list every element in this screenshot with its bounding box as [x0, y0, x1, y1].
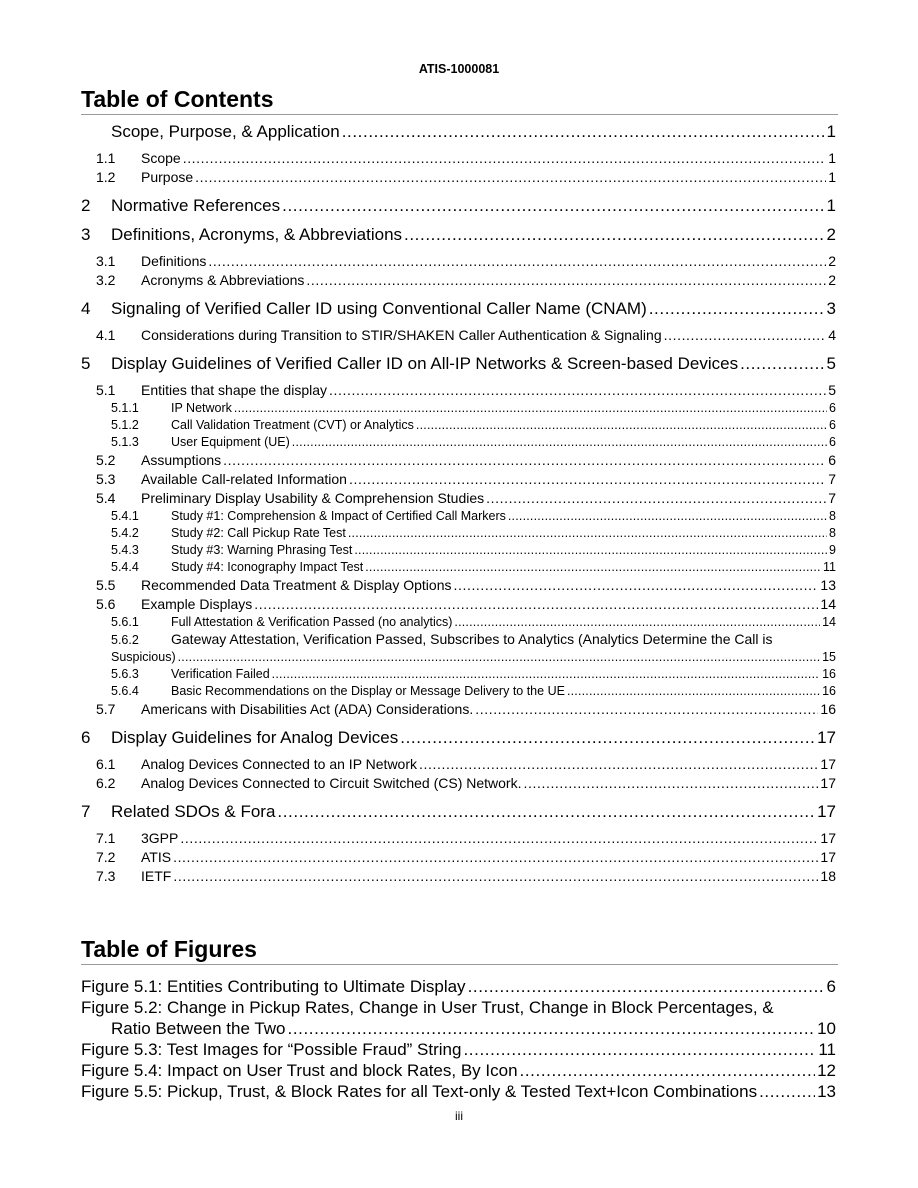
toc-entry-page: 13: [820, 577, 836, 593]
toc-entry-number: 5.4.1: [111, 509, 139, 523]
toc-entry-page: 16: [822, 684, 836, 698]
toc-entry: [81, 774, 836, 793]
dot-leader: [649, 299, 825, 319]
dot-leader: [463, 1039, 816, 1060]
figure-entry-title-continued: Ratio Between the Two: [111, 1019, 286, 1038]
toc-entry-title: Display Guidelines for Analog Devices: [111, 728, 399, 747]
toc-entry-number: 1.1: [96, 150, 116, 166]
toc-entry-page: 6: [829, 401, 836, 415]
dot-leader: [195, 168, 826, 187]
toc-entry-title: Definitions: [141, 253, 207, 269]
dot-leader: [173, 867, 818, 886]
toc-entry-number: 5.1: [96, 382, 116, 398]
toc-list: [81, 122, 836, 886]
toc-entry: [81, 829, 836, 848]
toc-entry: [81, 271, 836, 290]
dot-leader: [272, 666, 820, 683]
toc-entry-title: Related SDOs & Fora: [111, 802, 276, 821]
dot-leader: [292, 434, 827, 451]
toc-entry-page: 18: [820, 868, 836, 884]
toc-entry: [81, 434, 836, 451]
toc-entry-number: 5.1.3: [111, 435, 139, 449]
toc-entry-title: IETF: [141, 868, 172, 884]
toc-entry-page: 5: [828, 382, 836, 398]
toc-entry-number: 3: [81, 225, 91, 244]
toc-entry: [81, 802, 836, 822]
figure-entry-page: 10: [817, 1019, 836, 1038]
toc-entry-page: 2: [828, 272, 836, 288]
toc-entry: [81, 614, 836, 631]
toc-entry: [81, 470, 836, 489]
toc-entry-page: 4: [828, 327, 836, 343]
dot-leader: [404, 225, 825, 245]
dot-leader: [282, 196, 824, 216]
dot-leader: [223, 451, 826, 470]
dot-leader: [348, 525, 827, 542]
toc-entry-number: 5.7: [96, 701, 116, 717]
dot-leader: [365, 559, 821, 576]
document-id-header: ATIS-1000081: [418, 62, 500, 76]
dot-leader: [306, 271, 826, 290]
dot-leader: [342, 122, 825, 142]
toc-entry: [81, 848, 836, 867]
dot-leader: [475, 700, 818, 719]
figure-entry: [81, 1039, 836, 1060]
toc-entry: [81, 728, 836, 748]
dot-leader: [664, 326, 827, 345]
figure-entry-page: 6: [826, 977, 836, 996]
dot-leader: [288, 1018, 816, 1039]
toc-entry: [81, 525, 836, 542]
toc-entry-page: 8: [829, 526, 836, 540]
figure-entry-page: 13: [817, 1082, 836, 1101]
toc-entry: [81, 381, 836, 400]
figure-entry-page: 12: [817, 1061, 836, 1080]
toc-entry-title: Call Validation Treatment (CVT) or Analytics: [171, 418, 414, 432]
toc-entry-number: 3.1: [96, 253, 116, 269]
figure-entry: [81, 1081, 836, 1102]
toc-entry-title: Analog Devices Connected to an IP Network: [141, 756, 418, 772]
toc-entry: [81, 595, 836, 614]
toc-entry-number: 5.6: [96, 596, 116, 612]
dot-leader: [234, 400, 827, 417]
toc-entry: [81, 122, 836, 142]
figure-entry: [81, 997, 836, 1039]
page-number: iii: [455, 1109, 463, 1123]
toc-entry-number: 5.4.4: [111, 560, 139, 574]
toc-entry-page: 17: [820, 756, 836, 772]
dot-leader: [277, 802, 815, 822]
figure-entry-page: 11: [818, 1040, 836, 1059]
toc-entry-title: Scope: [141, 150, 181, 166]
toc-entry: [81, 755, 836, 774]
tof-title: Table of Figures: [81, 936, 838, 965]
toc-entry-title: Available Call-related Information: [141, 471, 347, 487]
toc-entry: [81, 400, 836, 417]
dot-leader: [178, 649, 820, 666]
toc-entry-page: 7: [828, 490, 836, 506]
toc-entry: [81, 489, 836, 508]
figure-entry: [81, 1060, 836, 1081]
toc-entry-line: [111, 649, 836, 666]
toc-entry-number: 5.1.2: [111, 418, 139, 432]
toc-entry: [81, 683, 836, 700]
toc-entry-title: Recommended Data Treatment & Display Options: [141, 577, 452, 593]
toc-entry-page: 1: [828, 150, 836, 166]
toc-entry: [81, 168, 836, 187]
dot-leader: [354, 542, 827, 559]
toc-entry-title: Gateway Attestation, Verification Passed, Subscribes to Analytics (Analytics Determine the Call is: [171, 631, 773, 647]
toc-entry: [81, 252, 836, 271]
toc-entry: [81, 542, 836, 559]
toc-entry-page: 1: [828, 169, 836, 185]
dot-leader: [349, 470, 826, 489]
toc-entry-page: 9: [829, 543, 836, 557]
toc-entry-page: 3: [826, 299, 836, 318]
dot-leader: [254, 595, 818, 614]
toc-entry-number: 7.1: [96, 830, 116, 846]
toc-entry: [81, 451, 836, 470]
toc-entry-page: 17: [820, 830, 836, 846]
toc-entry: [81, 354, 836, 374]
toc-entry-title: 3GPP: [141, 830, 179, 846]
toc-entry: [81, 867, 836, 886]
toc-entry: [81, 299, 836, 319]
toc-entry-number: 5.2: [96, 452, 116, 468]
toc-entry-number: 6: [81, 728, 91, 747]
toc-entry-number: 7.3: [96, 868, 116, 884]
toc-entry-page: 6: [829, 418, 836, 432]
toc-entry-title: Assumptions: [141, 452, 222, 468]
dot-leader: [180, 829, 818, 848]
toc-entry-number: 5.1.1: [111, 401, 139, 415]
figure-entry: [81, 976, 836, 997]
dot-leader: [173, 848, 818, 867]
toc-entry-page: 17: [820, 849, 836, 865]
toc-entry-page: 11: [823, 560, 836, 574]
toc-entry-page: 16: [822, 667, 836, 681]
toc-entry-number: 5: [81, 354, 91, 373]
toc-entry-title: Analog Devices Connected to Circuit Switched (CS) Network.: [141, 775, 522, 791]
dot-leader: [419, 755, 818, 774]
toc-entry-page: 2: [828, 253, 836, 269]
toc-entry: [81, 631, 836, 666]
toc-entry-title: User Equipment (UE): [171, 435, 290, 449]
toc-entry-title: Definitions, Acronyms, & Abbreviations: [111, 225, 403, 244]
toc-entry-title: Study #1: Comprehension & Impact of Certified Call Markers: [171, 509, 506, 523]
toc-entry-number: 6.2: [96, 775, 116, 791]
toc-entry: [81, 417, 836, 434]
figure-entry-line: [81, 1018, 836, 1039]
toc-entry-title: ATIS: [141, 849, 172, 865]
toc-entry-title: Purpose: [141, 169, 194, 185]
toc-entry-title: Americans with Disabilities Act (ADA) Considerations.: [141, 701, 474, 717]
dot-leader: [567, 683, 820, 700]
toc-entry: [81, 700, 836, 719]
toc-entry-title: Scope, Purpose, & Application: [111, 122, 340, 141]
dot-leader: [400, 728, 815, 748]
toc-entry-title: Entities that shape the display: [141, 382, 328, 398]
toc-entry-number: 5.6.1: [111, 615, 139, 629]
toc-entry: [81, 576, 836, 595]
toc-entry-number: 5.4.3: [111, 543, 139, 557]
toc-entry-title: Considerations during Transition to STIR/SHAKEN Caller Authentication & Signaling: [141, 327, 662, 343]
toc-title: Table of Contents: [81, 86, 838, 115]
toc-entry-page: 6: [829, 435, 836, 449]
toc-entry-title: Preliminary Display Usability & Comprehension Studies: [141, 490, 485, 506]
toc-entry-title: Example Displays: [141, 596, 253, 612]
toc-entry-number: 7: [81, 802, 91, 821]
toc-entry-number: 6.1: [96, 756, 116, 772]
toc-entry-page: 14: [820, 596, 836, 612]
toc-entry-page: 8: [829, 509, 836, 523]
toc-entry-number: 3.2: [96, 272, 116, 288]
toc-entry-page: 1: [826, 122, 836, 141]
dot-leader: [329, 381, 826, 400]
toc-entry: [81, 666, 836, 683]
toc-entry-number: 1.2: [96, 169, 116, 185]
dot-leader: [524, 774, 819, 793]
figure-entry-title: Figure 5.3: Test Images for “Possible Fraud” String: [81, 1040, 462, 1059]
toc-entry-title: Study #4: Iconography Impact Test: [171, 560, 364, 574]
toc-entry: [81, 326, 836, 345]
toc-entry-page: 16: [820, 701, 836, 717]
dot-leader: [208, 252, 826, 271]
toc-entry-title: Display Guidelines of Verified Caller ID on All-IP Networks & Screen-based Devices: [111, 354, 739, 373]
dot-leader: [453, 576, 818, 595]
figure-entry-line: Figure 5.2: Change in Pickup Rates, Change in User Trust, Change in Block Percentages, &: [81, 998, 774, 1017]
toc-entry: [81, 149, 836, 168]
toc-entry-title: Signaling of Verified Caller ID using Conventional Caller Name (CNAM): [111, 299, 647, 318]
toc-entry-number: 5.6.3: [111, 667, 139, 681]
toc-entry-number: 5.5: [96, 577, 116, 593]
tof-list: [81, 976, 836, 1102]
toc-entry-page: 14: [822, 615, 836, 629]
figure-entry-title: Figure 5.4: Impact on User Trust and block Rates, By Icon: [81, 1061, 518, 1080]
figure-entry-title: Figure 5.1: Entities Contributing to Ultimate Display: [81, 977, 466, 996]
toc-entry-page: 17: [817, 802, 836, 821]
toc-entry-number: 5.6.2: [111, 633, 139, 647]
toc-entry-number: 2: [81, 196, 91, 215]
toc-entry-number: 5.3: [96, 471, 116, 487]
dot-leader: [416, 417, 827, 434]
toc-entry-number: 5.4: [96, 490, 116, 506]
toc-entry-page: 7: [828, 471, 836, 487]
toc-entry-number: 4: [81, 299, 91, 318]
toc-entry-number: 7.2: [96, 849, 116, 865]
toc-entry-title: IP Network: [171, 401, 232, 415]
toc-entry-title: Study #3: Warning Phrasing Test: [171, 543, 353, 557]
toc-entry: [81, 508, 836, 525]
toc-entry-number: 5.4.2: [111, 526, 139, 540]
toc-entry-number: 4.1: [96, 327, 116, 343]
toc-entry-page: 5: [826, 354, 836, 373]
dot-leader: [759, 1081, 815, 1102]
toc-entry-title: Normative References: [111, 196, 281, 215]
toc-entry-title: Acronyms & Abbreviations: [141, 272, 305, 288]
dot-leader: [183, 149, 827, 168]
figure-entry-title: Figure 5.5: Pickup, Trust, & Block Rates for all Text-only & Tested Text+Icon Combinations: [81, 1082, 758, 1101]
toc-entry-page: 17: [817, 728, 836, 747]
toc-entry: [81, 559, 836, 576]
toc-entry-title: Study #2: Call Pickup Rate Test: [171, 526, 346, 540]
toc-entry: [81, 196, 836, 216]
toc-entry-page: 6: [828, 452, 836, 468]
dot-leader: [508, 508, 827, 525]
dot-leader: [740, 354, 824, 374]
toc-entry-number: 5.6.4: [111, 684, 139, 698]
toc-entry-page: 15: [822, 650, 836, 664]
toc-entry: [81, 225, 836, 245]
toc-entry-title-continued: Suspicious): [111, 650, 176, 664]
dot-leader: [468, 976, 825, 997]
toc-entry-line: [111, 631, 836, 649]
toc-entry-page: 2: [826, 225, 836, 244]
toc-entry-page: 17: [820, 775, 836, 791]
dot-leader: [454, 614, 820, 631]
toc-entry-title: Verification Failed: [171, 667, 270, 681]
dot-leader: [520, 1060, 816, 1081]
dot-leader: [486, 489, 826, 508]
toc-entry-title: Basic Recommendations on the Display or Message Delivery to the UE: [171, 684, 565, 698]
toc-entry-page: 1: [826, 196, 836, 215]
toc-entry-title: Full Attestation & Verification Passed (no analytics): [171, 615, 453, 629]
